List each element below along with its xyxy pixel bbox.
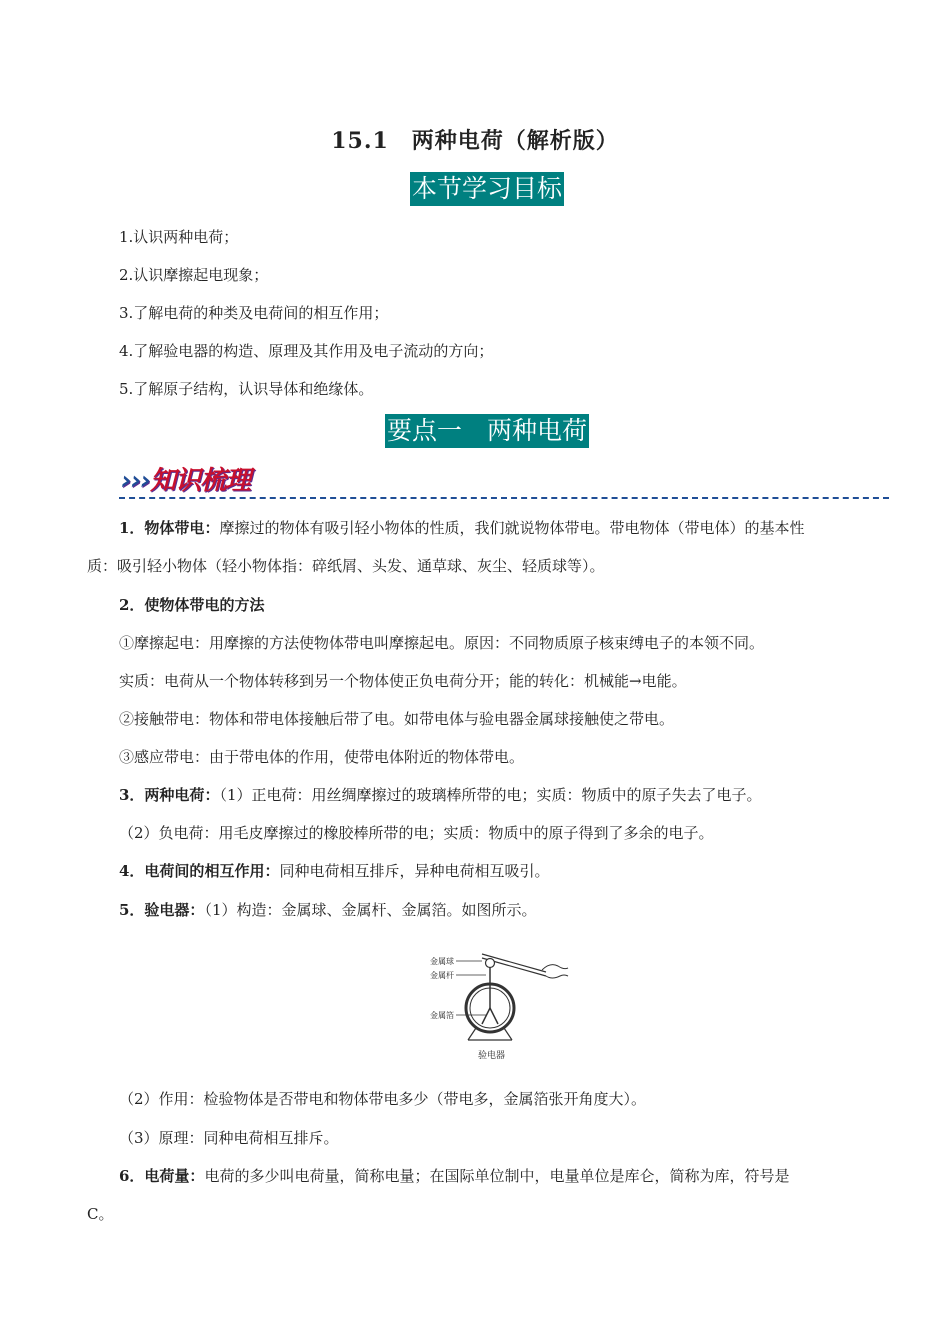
paragraph-3-b: （2）负电荷：用毛皮摩擦过的橡胶棒所带的电；实质：物质中的原子得到了多余的电子。 <box>119 824 714 842</box>
paragraph-1-label: 1．物体带电： <box>119 519 220 537</box>
paragraph-2-b: 实质：电荷从一个物体转移到另一个物体使正负电荷分开；能的转化：机械能→电能。 <box>119 672 687 690</box>
figure-caption: 验电器 <box>478 1051 506 1061</box>
paragraph-5-text: （1）构造：金属球、金属杆、金属箔。如图所示。 <box>204 901 537 919</box>
paragraph-6-continued: C。 <box>87 1205 114 1223</box>
paragraph-6 <box>119 1165 789 1186</box>
goal-item-2: 2.认识摩擦起电现象； <box>119 266 269 284</box>
paragraph-6-text: 电荷的多少叫电荷量，简称电量；在国际单位制中，电量单位是库仑，简称为库，符号是 <box>204 1167 790 1185</box>
section-label: 知识梳理 <box>150 466 251 496</box>
paragraph-2-c: ②接触带电：物体和带电体接触后带了电。如带电体与验电器金属球接触使之带电。 <box>119 710 675 728</box>
paragraph-4 <box>119 860 549 881</box>
paragraph-2-d: ③感应带电：由于带电体的作用，使带电体附近的物体带电。 <box>119 748 525 766</box>
paragraph-3-label: 3．两种电荷： <box>119 786 220 804</box>
paragraph-4-text: 同种电荷相互排斥，异种电荷相互吸引。 <box>279 862 550 880</box>
section-heading-text <box>121 460 250 497</box>
paragraph-5-label: 5．验电器： <box>119 901 205 919</box>
goals-banner: 本节学习目标 <box>410 172 564 206</box>
paragraph-5-c: （3）原理：同种电荷相互排斥。 <box>119 1129 339 1147</box>
page-title: 15.1 两种电荷（解析版） <box>331 128 619 154</box>
goal-item-3: 3.了解电荷的种类及电荷间的相互作用； <box>119 304 389 322</box>
paragraph-3-text: （1）正电荷：用丝绸摩擦过的玻璃棒所带的电；实质：物质中的原子失去了电子。 <box>219 786 762 804</box>
paragraph-1 <box>119 517 804 538</box>
paragraph-6-label: 6．电荷量： <box>119 1167 205 1185</box>
paragraph-1-continued: 质：吸引轻小物体（轻小物体指：碎纸屑、头发、通草球、灰尘、轻质球等）。 <box>87 557 605 575</box>
point-one-banner: 要点一 两种电荷 <box>385 414 589 448</box>
arrows-icon: ››› <box>121 466 151 496</box>
paragraph-1-text: 摩擦过的物体有吸引轻小物体的性质，我们就说物体带电。带电物体（带电体）的基本性 <box>219 519 805 537</box>
paragraph-5-b: （2）作用：检验物体是否带电和物体带电多少（带电多，金属箔张开角度大）。 <box>119 1090 647 1108</box>
section-divider <box>119 497 889 499</box>
goal-item-5: 5.了解原子结构，认识导体和绝缘体。 <box>119 380 374 398</box>
figure-label-foil: 金属箔 <box>430 1011 454 1020</box>
knowledge-section-heading <box>119 458 889 500</box>
figure-label-rod: 金属杆 <box>430 971 454 980</box>
paragraph-2-a: ①摩擦起电：用摩擦的方法使物体带电叫摩擦起电。原因：不同物质原子核束缚电子的本领不同。 <box>119 634 765 652</box>
paragraph-2-label: 2．使物体带电的方法 <box>119 596 265 614</box>
goal-item-1: 1.认识两种电荷； <box>119 228 239 246</box>
electroscope-figure <box>420 948 580 1064</box>
figure-label-ball: 金属球 <box>430 957 454 966</box>
paragraph-4-label: 4．电荷间的相互作用： <box>119 862 280 880</box>
goal-item-4: 4.了解验电器的构造、原理及其作用及电子流动的方向； <box>119 342 494 360</box>
paragraph-3 <box>119 784 762 805</box>
paragraph-5 <box>119 899 537 920</box>
